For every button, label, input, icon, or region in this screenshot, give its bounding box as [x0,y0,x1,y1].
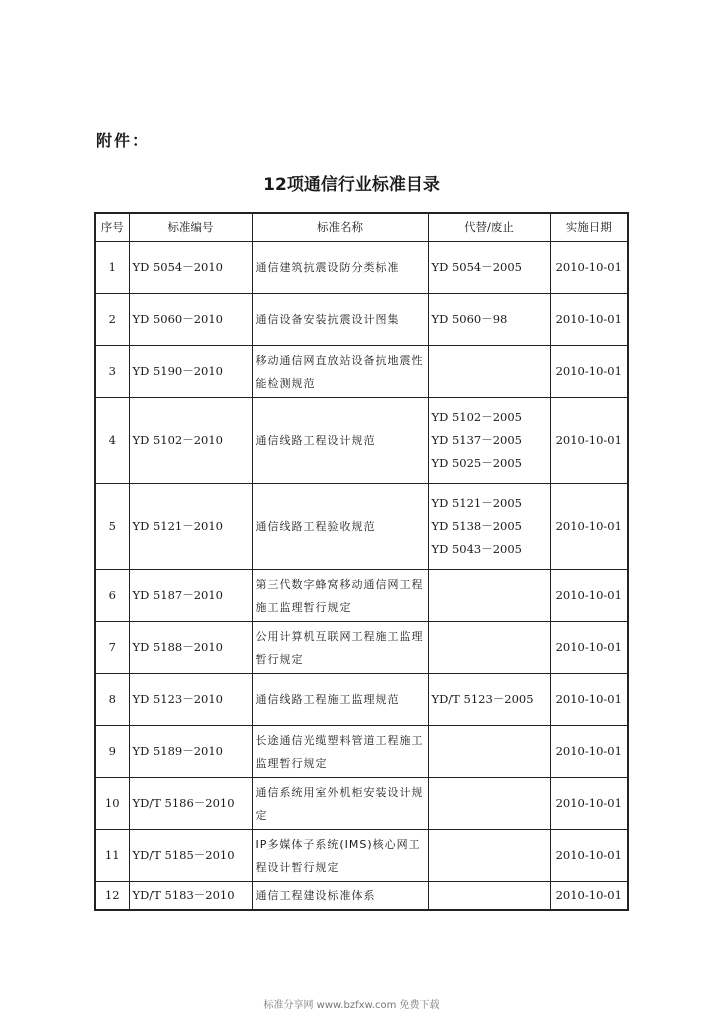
replaces-cell [428,674,550,726]
effective-date: 2010-10-01 [550,726,628,778]
table-header-row [95,213,628,242]
effective-date: 2010-10-01 [550,242,628,294]
replaces-cell [428,830,550,882]
standard-code: YD/T 5185－2010 [129,830,252,882]
row-number: 8 [95,674,129,726]
standard-code: YD 5121－2010 [129,484,252,570]
effective-date: 2010-10-01 [550,622,628,674]
standard-code: YD/T 5183－2010 [129,882,252,910]
standard-code: YD 5190－2010 [129,346,252,398]
standard-code: YD 5188－2010 [129,622,252,674]
replaced-standard: YD 5060－98 [431,312,508,326]
standard-code: YD 5102－2010 [129,398,252,484]
replaced-standard: YD 5043－2005 [431,542,523,556]
replaced-standard: YD 5121－2005 [431,496,523,510]
replaced-standard: YD 5138－2005 [431,519,523,533]
replaces-cell [428,242,550,294]
page-title: 12项通信行业标准目录 [263,175,440,195]
row-number: 3 [95,346,129,398]
table-row [95,242,628,294]
row-number: 2 [95,294,129,346]
effective-date: 2010-10-01 [550,346,628,398]
row-number: 4 [95,398,129,484]
replaced-standard: YD 5102－2005 [431,410,523,424]
replaces-cell [428,570,550,622]
table-row [95,830,628,882]
table-row [95,674,628,726]
footer-watermark: 标准分享网 www.bzfxw.com 免费下载 [263,1000,440,1011]
effective-date: 2010-10-01 [550,830,628,882]
replaces-cell [428,398,550,484]
header-name: 标准名称 [252,213,428,242]
replaces-cell [428,726,550,778]
standard-name: 通信线路工程验收规范 [252,484,428,570]
table-row [95,778,628,830]
header-date: 实施日期 [550,213,628,242]
effective-date: 2010-10-01 [550,398,628,484]
standard-name: 通信线路工程施工监理规范 [252,674,428,726]
standard-code: YD 5187－2010 [129,570,252,622]
row-number: 11 [95,830,129,882]
standard-code: YD 5060－2010 [129,294,252,346]
effective-date: 2010-10-01 [550,778,628,830]
effective-date: 2010-10-01 [550,570,628,622]
standard-name: 通信系统用室外机柜安装设计规定 [252,778,428,830]
replaces-cell [428,882,550,910]
row-number: 6 [95,570,129,622]
replaces-cell [428,778,550,830]
table-row [95,726,628,778]
standard-name: 长途通信光缆塑料管道工程施工监理暂行规定 [252,726,428,778]
standards-table [94,212,629,911]
table-row [95,294,628,346]
standard-name: 公用计算机互联网工程施工监理暂行规定 [252,622,428,674]
standard-name: 通信设备安装抗震设计图集 [252,294,428,346]
standard-name: 通信建筑抗震设防分类标准 [252,242,428,294]
replaces-cell [428,484,550,570]
replaces-cell [428,622,550,674]
table-row [95,622,628,674]
effective-date: 2010-10-01 [550,484,628,570]
header-code: 标准编号 [129,213,252,242]
standard-name: 通信线路工程设计规范 [252,398,428,484]
table-row [95,882,628,910]
effective-date: 2010-10-01 [550,882,628,910]
standard-name: IP多媒体子系统(IMS)核心网工程设计暂行规定 [252,830,428,882]
row-number: 10 [95,778,129,830]
table-row [95,346,628,398]
header-no: 序号 [95,213,129,242]
replaced-standard: YD 5054－2005 [431,260,523,274]
effective-date: 2010-10-01 [550,674,628,726]
replaced-standard: YD 5025－2005 [431,456,523,470]
table-row [95,484,628,570]
row-number: 12 [95,882,129,910]
row-number: 9 [95,726,129,778]
header-replaces: 代替/废止 [428,213,550,242]
standard-code: YD/T 5186－2010 [129,778,252,830]
row-number: 7 [95,622,129,674]
table-row [95,398,628,484]
standard-code: YD 5123－2010 [129,674,252,726]
table-row [95,570,628,622]
replaced-standard: YD/T 5123－2005 [431,692,534,706]
replaces-cell [428,294,550,346]
standard-name: 通信工程建设标准体系 [252,882,428,910]
effective-date: 2010-10-01 [550,294,628,346]
standard-code: YD 5189－2010 [129,726,252,778]
standard-name: 移动通信网直放站设备抗地震性能检测规范 [252,346,428,398]
attachment-label: 附件： [96,131,151,150]
standard-name: 第三代数字蜂窝移动通信网工程施工监理暂行规定 [252,570,428,622]
standard-code: YD 5054－2010 [129,242,252,294]
row-number: 5 [95,484,129,570]
replaced-standard: YD 5137－2005 [431,433,523,447]
row-number: 1 [95,242,129,294]
replaces-cell [428,346,550,398]
